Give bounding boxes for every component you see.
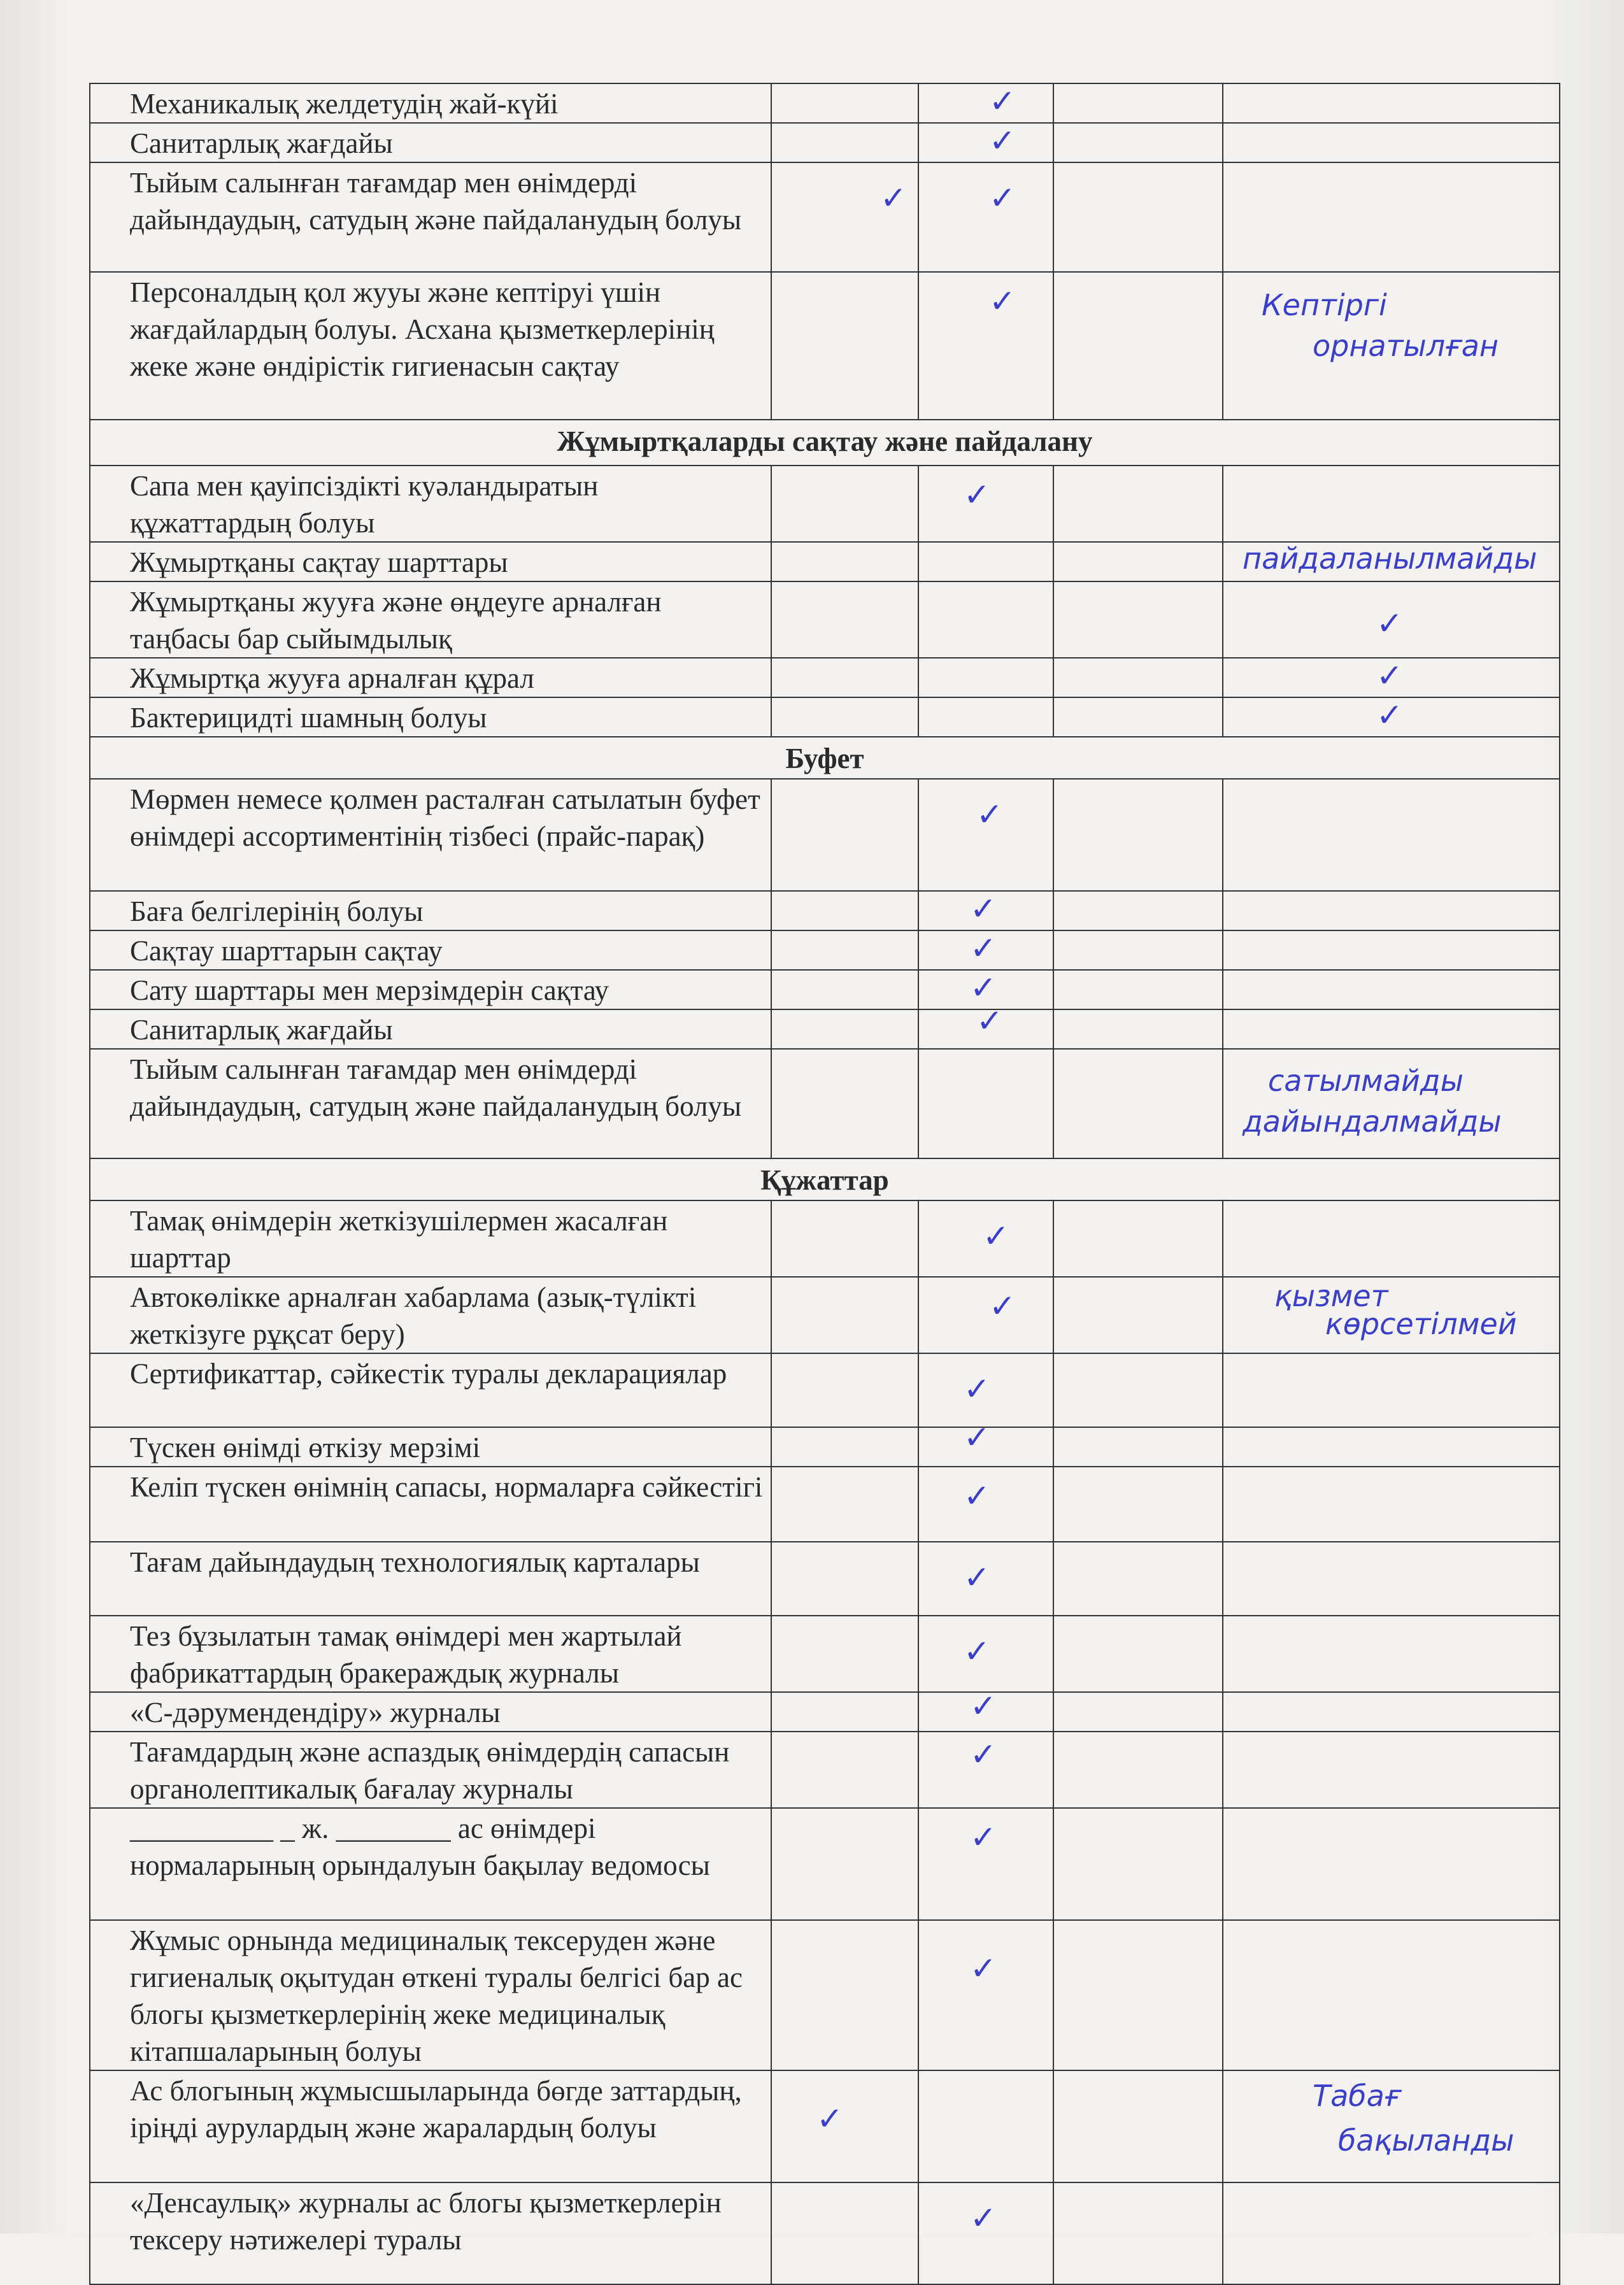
note-cell <box>1223 581 1560 658</box>
mark-cell-1 <box>771 1049 918 1158</box>
mark-cell-1 <box>771 123 918 162</box>
mark-cell-3 <box>1053 891 1223 930</box>
check-mark: ✓ <box>989 283 1016 320</box>
criterion-text: Бактерицидті шамның болуы <box>90 697 771 737</box>
check-mark: ✓ <box>1376 657 1403 694</box>
mark-cell-3 <box>1053 1732 1223 1808</box>
note-cell <box>1223 2182 1560 2284</box>
check-mark: ✓ <box>970 890 997 927</box>
mark-cell-2 <box>918 1353 1053 1427</box>
mark-cell-3 <box>1053 1808 1223 1920</box>
mark-cell-3 <box>1053 466 1223 542</box>
mark-cell-2 <box>918 581 1053 658</box>
note-cell <box>1223 697 1560 737</box>
criterion-text: Сақтау шарттарын сақтау <box>90 930 771 970</box>
mark-cell-1 <box>771 1277 918 1353</box>
table-row <box>90 272 1560 420</box>
mark-cell-1 <box>771 1009 918 1049</box>
check-mark: ✓ <box>970 969 997 1006</box>
table-row <box>90 1808 1560 1920</box>
check-mark: ✓ <box>964 1419 990 1456</box>
note-cell <box>1223 779 1560 891</box>
mark-cell-2 <box>918 162 1053 272</box>
criterion-text: Жұмыртқа жууға арналған құрал <box>90 658 771 697</box>
mark-cell-1 <box>771 272 918 420</box>
table-row <box>90 697 1560 737</box>
mark-cell-2 <box>918 1808 1053 1920</box>
mark-cell-3 <box>1053 1009 1223 1049</box>
criterion-text: Жұмыртқаны сақтау шарттары <box>90 542 771 581</box>
criterion-text: Тамақ өнімдерін жеткізушілермен жасалған шарттар <box>90 1200 771 1277</box>
note-cell <box>1223 1009 1560 1049</box>
mark-cell-1 <box>771 162 918 272</box>
note-cell <box>1223 1542 1560 1616</box>
mark-cell-3 <box>1053 1353 1223 1427</box>
handwritten-note: сатылмайды <box>1268 1064 1464 1098</box>
mark-cell-2 <box>918 1688 1053 1732</box>
table-row <box>90 1692 1560 1732</box>
note-cell <box>1223 83 1560 123</box>
table-row <box>90 420 1560 466</box>
table-row <box>90 891 1560 930</box>
mark-cell-3 <box>1053 1542 1223 1616</box>
criterion-text: Сату шарттары мен мерзімдерін сақтау <box>90 970 771 1009</box>
mark-cell-3 <box>1053 162 1223 272</box>
table-row <box>90 1200 1560 1277</box>
mark-cell-1 <box>771 466 918 542</box>
note-cell <box>1223 1920 1560 2070</box>
handwritten-note: қызмет <box>1274 1279 1388 1313</box>
mark-cell-1 <box>771 930 918 970</box>
criterion-text: Автокөлікке арналған хабарлама (азық-түлікті жеткізуге рұқсат беру) <box>90 1277 771 1353</box>
mark-cell-1 <box>771 779 918 891</box>
mark-cell-3 <box>1053 83 1223 123</box>
note-cell <box>1223 1049 1560 1158</box>
table-row <box>90 581 1560 658</box>
note-cell <box>1223 1808 1560 1920</box>
mark-cell-1 <box>771 1616 918 1692</box>
mark-cell-1 <box>771 2182 918 2284</box>
table-row <box>90 1616 1560 1692</box>
table-row <box>90 1049 1560 1158</box>
check-mark: ✓ <box>970 1819 997 1856</box>
handwritten-note: көрсетілмей <box>1325 1307 1517 1341</box>
table-row <box>90 1427 1560 1467</box>
inspection-checklist-table <box>89 83 1560 2285</box>
criterion-text: Санитарлық жағдайы <box>90 123 771 162</box>
note-cell <box>1223 1353 1560 1427</box>
mark-cell-1 <box>771 1920 918 2070</box>
note-cell <box>1223 1616 1560 1692</box>
mark-cell-3 <box>1053 1920 1223 2070</box>
mark-cell-1 <box>771 658 918 697</box>
note-cell <box>1223 123 1560 162</box>
mark-cell-3 <box>1053 930 1223 970</box>
criterion-text: Жұмыс орнында медициналық тексеруден және гигиеналық оқытудан өткені туралы белгісі бар ас блогы қызметкерлерінің жеке медициналық кітапшаларының болуы <box>90 1920 771 2070</box>
note-cell <box>1223 1277 1560 1353</box>
check-mark: ✓ <box>970 1688 997 1725</box>
table-row <box>90 1467 1560 1542</box>
note-cell <box>1223 1692 1560 1732</box>
criterion-text: Сапа мен қауіпсіздікті куәландыратын құжаттардың болуы <box>90 466 771 542</box>
handwritten-note: Табағ <box>1313 2079 1401 2113</box>
table-row <box>90 1353 1560 1427</box>
mark-cell-3 <box>1053 1427 1223 1467</box>
note-cell <box>1223 272 1560 420</box>
check-mark: ✓ <box>1376 605 1403 642</box>
mark-cell-3 <box>1053 2070 1223 2182</box>
mark-cell-3 <box>1053 1616 1223 1692</box>
table-row <box>90 1732 1560 1808</box>
criterion-text: Санитарлық жағдайы <box>90 1009 771 1049</box>
mark-cell-2 <box>918 1049 1053 1158</box>
mark-cell-2 <box>918 1467 1053 1542</box>
table-row <box>90 1277 1560 1353</box>
note-cell <box>1223 930 1560 970</box>
check-mark: ✓ <box>983 1218 1009 1255</box>
criterion-text: Тағамдардың және аспаздық өнімдердің сапасын органолептикалық бағалау журналы <box>90 1732 771 1808</box>
mark-cell-1 <box>771 970 918 1009</box>
check-mark: ✓ <box>989 1288 1016 1325</box>
criterion-text: Тыйым салынған тағамдар мен өнімдерді дайындаудың, сатудың және пайдаланудың болуы <box>90 162 771 272</box>
handwritten-note: дайындалмайды <box>1243 1104 1502 1139</box>
section-heading: Буфет <box>90 737 1560 779</box>
mark-cell-3 <box>1053 1692 1223 1732</box>
handwritten-note: орнатылған <box>1313 329 1499 363</box>
mark-cell-1 <box>771 697 918 737</box>
check-mark: ✓ <box>989 180 1016 217</box>
check-mark: ✓ <box>880 180 907 217</box>
table-row <box>90 2070 1560 2182</box>
mark-cell-2 <box>918 658 1053 697</box>
check-mark: ✓ <box>964 1370 990 1407</box>
criterion-text: Жұмыртқаны жууға және өңдеуге арналған таңбасы бар сыйымдылық <box>90 581 771 658</box>
table-row <box>90 779 1560 891</box>
table-row <box>90 1920 1560 2070</box>
mark-cell-2 <box>918 83 1053 123</box>
note-cell <box>1223 891 1560 930</box>
check-mark: ✓ <box>976 1002 1003 1039</box>
note-cell <box>1223 658 1560 697</box>
mark-cell-3 <box>1053 581 1223 658</box>
mark-cell-3 <box>1053 697 1223 737</box>
mark-cell-1 <box>771 1427 918 1467</box>
mark-cell-2 <box>918 1277 1053 1353</box>
criterion-text: Ас блогының жұмысшыларында бөгде заттардың, іріңді аурулардың және жаралардың болуы <box>90 2070 771 2182</box>
mark-cell-3 <box>1053 970 1223 1009</box>
mark-cell-2 <box>918 1920 1053 2070</box>
table-row <box>90 83 1560 123</box>
note-cell <box>1223 466 1560 542</box>
mark-cell-2 <box>918 1200 1053 1277</box>
table-row <box>90 1158 1560 1200</box>
mark-cell-2 <box>918 1732 1053 1808</box>
check-mark: ✓ <box>964 1633 990 1670</box>
mark-cell-1 <box>771 581 918 658</box>
criterion-text: Түскен өнімді өткізу мерзімі <box>90 1427 771 1467</box>
mark-cell-3 <box>1053 542 1223 581</box>
criterion-text: Баға белгілерінің болуы <box>90 891 771 930</box>
mark-cell-1 <box>771 83 918 123</box>
criterion-text: Келіп түскен өнімнің сапасы, нормаларға сәйкестігі <box>90 1467 771 1542</box>
table-row <box>90 162 1560 272</box>
criterion-text: «Денсаулық» журналы ас блогы қызметкерлерін тексеру нәтижелері туралы <box>90 2182 771 2284</box>
mark-cell-1 <box>771 2070 918 2182</box>
mark-cell-1 <box>771 542 918 581</box>
mark-cell-1 <box>771 1808 918 1920</box>
section-heading: Жұмыртқаларды сақтау және пайдалану <box>90 420 1560 466</box>
mark-cell-3 <box>1053 779 1223 891</box>
criterion-text: Механикалық желдетудің жай-күйі <box>90 83 771 123</box>
table-row <box>90 466 1560 542</box>
mark-cell-1 <box>771 1200 918 1277</box>
note-cell <box>1223 970 1560 1009</box>
check-mark: ✓ <box>976 796 1003 833</box>
criterion-text: «С-дәрумендендіру» журналы <box>90 1692 771 1732</box>
mark-cell-1 <box>771 891 918 930</box>
check-mark: ✓ <box>989 122 1016 159</box>
check-mark: ✓ <box>964 1477 990 1514</box>
check-mark: ✓ <box>970 2200 997 2237</box>
criterion-text: __________ _ ж. ________ ас өнімдері нормаларының орындалуын бақылау ведомосы <box>90 1808 771 1920</box>
note-cell <box>1223 1732 1560 1808</box>
note-cell <box>1223 1467 1560 1542</box>
handwritten-note: Кептіргі <box>1262 288 1387 322</box>
mark-cell-1 <box>771 1353 918 1427</box>
criterion-text: Мөрмен немесе қолмен расталған сатылатын буфет өнімдері ассортиментінің тізбесі (прайс-парақ) <box>90 779 771 891</box>
check-mark: ✓ <box>964 1559 990 1596</box>
table-row <box>90 1542 1560 1616</box>
mark-cell-3 <box>1053 1049 1223 1158</box>
table-row <box>90 2182 1560 2284</box>
criterion-text: Тыйым салынған тағамдар мен өнімдерді дайындаудың, сатудың және пайдаланудың болуы <box>90 1049 771 1158</box>
mark-cell-2 <box>918 123 1053 162</box>
mark-cell-2 <box>918 2182 1053 2284</box>
mark-cell-3 <box>1053 1200 1223 1277</box>
mark-cell-1 <box>771 1542 918 1616</box>
check-mark: ✓ <box>970 1736 997 1773</box>
check-mark: ✓ <box>1376 697 1403 734</box>
table-row <box>90 970 1560 1009</box>
criterion-text: Тез бұзылатын тамақ өнімдері мен жартылай фабрикаттардың бракераждық журналы <box>90 1616 771 1692</box>
mark-cell-2 <box>918 542 1053 581</box>
mark-cell-2 <box>918 930 1053 970</box>
mark-cell-2 <box>918 1002 1053 1049</box>
mark-cell-2 <box>918 1542 1053 1616</box>
mark-cell-2 <box>918 1419 1053 1467</box>
table-row <box>90 1009 1560 1049</box>
mark-cell-2 <box>918 697 1053 737</box>
mark-cell-2 <box>918 1616 1053 1692</box>
mark-cell-2 <box>918 272 1053 420</box>
criterion-text: Тағам дайындаудың технологиялық карталары <box>90 1542 771 1616</box>
table-row <box>90 123 1560 162</box>
check-mark: ✓ <box>989 83 1016 120</box>
mark-cell-1 <box>771 1692 918 1732</box>
mark-cell-2 <box>918 2070 1053 2182</box>
mark-cell-2 <box>918 466 1053 542</box>
check-mark: ✓ <box>970 930 997 967</box>
check-mark: ✓ <box>816 2100 843 2137</box>
mark-cell-2 <box>918 779 1053 891</box>
criterion-text: Персоналдың қол жууы және кептіруі үшін жағдайлардың болуы. Асхана қызметкерлерінің жеке және өндірістік гигиенасын сақтау <box>90 272 771 420</box>
mark-cell-1 <box>771 1732 918 1808</box>
table-row <box>90 542 1560 581</box>
note-cell <box>1223 542 1560 581</box>
mark-cell-3 <box>1053 272 1223 420</box>
check-mark: ✓ <box>970 1950 997 1987</box>
handwritten-note: пайдаланылмайды <box>1243 541 1537 576</box>
note-cell <box>1223 1427 1560 1467</box>
section-heading: Құжаттар <box>90 1158 1560 1200</box>
mark-cell-3 <box>1053 1467 1223 1542</box>
mark-cell-3 <box>1053 658 1223 697</box>
mark-cell-2 <box>918 891 1053 930</box>
mark-cell-1 <box>771 1467 918 1542</box>
table-row <box>90 737 1560 779</box>
mark-cell-3 <box>1053 2182 1223 2284</box>
mark-cell-3 <box>1053 1277 1223 1353</box>
handwritten-note: бақыланды <box>1338 2123 1514 2158</box>
check-mark: ✓ <box>964 476 990 513</box>
criterion-text: Сертификаттар, сәйкестік туралы декларациялар <box>90 1353 771 1427</box>
table-row <box>90 658 1560 697</box>
note-cell <box>1223 162 1560 272</box>
mark-cell-3 <box>1053 123 1223 162</box>
note-cell <box>1223 1200 1560 1277</box>
table-row <box>90 930 1560 970</box>
note-cell <box>1223 2070 1560 2182</box>
